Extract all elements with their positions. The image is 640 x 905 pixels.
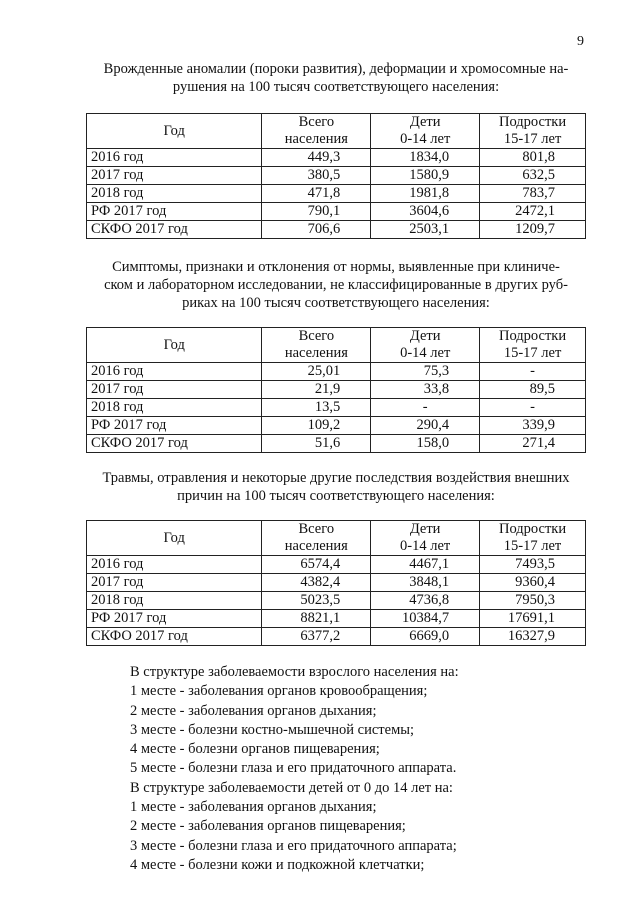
header-children-line2: 0-14 лет: [400, 538, 451, 554]
header-total: [262, 328, 371, 363]
caption-line: причин на 100 тысяч соответствующего населения:: [177, 488, 495, 504]
header-total-line1: Всего: [298, 114, 335, 130]
header-teens-line1: Подростки: [498, 114, 567, 130]
list-item: 3 месте - болезни костно-мышечной системы;: [130, 721, 415, 738]
cell-teens: 783,7: [480, 185, 586, 203]
header-children: [371, 521, 480, 556]
header-teens: [480, 114, 586, 149]
row-label: 2016 год: [87, 556, 262, 574]
header-teens-line2: 15-17 лет: [503, 131, 562, 147]
table-injuries: [86, 520, 586, 646]
header-teens-line1: Подростки: [498, 328, 567, 344]
section-caption-injuries: [86, 469, 586, 505]
list-item: В структуре заболеваемости детей от 0 до 14 лет на:: [130, 779, 453, 796]
header-year: Год: [87, 521, 262, 556]
header-total: [262, 114, 371, 149]
row-label: 2018 год: [87, 399, 262, 417]
cell-total: 380,5: [262, 167, 371, 185]
header-children: [371, 328, 480, 363]
table-anomalies: [86, 113, 586, 239]
table-row: [87, 221, 586, 239]
cell-teens: 17691,1: [480, 610, 586, 628]
list-item: 4 месте - болезни органов пищеварения;: [130, 741, 380, 758]
table-row: [87, 167, 586, 185]
section-caption-anomalies: [86, 60, 586, 96]
list-item: 1 месте - заболевания органов дыхания;: [130, 799, 377, 816]
cell-teens: -: [480, 363, 586, 381]
cell-children: 3604,6: [371, 203, 480, 221]
row-label: 2016 год: [87, 363, 262, 381]
table-row: [87, 556, 586, 574]
table-row: [87, 435, 586, 453]
caption-line: Симптомы, признаки и отклонения от нормы, выявленные при клиниче-: [112, 259, 560, 275]
header-year: Год: [87, 114, 262, 149]
cell-children: 75,3: [371, 363, 480, 381]
cell-total: 8821,1: [262, 610, 371, 628]
header-total-line2: населения: [284, 538, 348, 554]
header-children-line1: Дети: [409, 521, 441, 537]
cell-teens: -: [480, 399, 586, 417]
header-teens: [480, 521, 586, 556]
cell-total: 25,01: [262, 363, 371, 381]
cell-total: 6377,2: [262, 628, 371, 646]
cell-teens: 16327,9: [480, 628, 586, 646]
table-row: [87, 610, 586, 628]
cell-teens: 801,8: [480, 149, 586, 167]
cell-total: 471,8: [262, 185, 371, 203]
cell-children: 4467,1: [371, 556, 480, 574]
row-label: СКФО 2017 год: [87, 435, 262, 453]
list-item: 3 месте - болезни глаза и его придаточного аппарата;: [130, 837, 457, 854]
header-teens-line2: 15-17 лет: [503, 538, 562, 554]
table-header-row: [87, 521, 586, 556]
header-children: [371, 114, 480, 149]
page-number: 9: [577, 34, 584, 49]
row-label: СКФО 2017 год: [87, 221, 262, 239]
header-children-line2: 0-14 лет: [400, 131, 451, 147]
cell-total: 790,1: [262, 203, 371, 221]
caption-line: ском и лабораторном исследовании, не классифицированные в других руб-: [104, 277, 568, 293]
cell-children: -: [371, 399, 480, 417]
cell-children: 1580,9: [371, 167, 480, 185]
cell-children: 290,4: [371, 417, 480, 435]
cell-total: 449,3: [262, 149, 371, 167]
table-row: [87, 185, 586, 203]
cell-children: 1834,0: [371, 149, 480, 167]
caption-line: рушения на 100 тысяч соответствующего населения:: [172, 79, 500, 95]
header-teens-line1: Подростки: [498, 521, 567, 537]
header-children-line1: Дети: [409, 328, 441, 344]
table-header-row: [87, 328, 586, 363]
cell-total: 706,6: [262, 221, 371, 239]
header-total-line2: населения: [284, 345, 348, 361]
caption-line: риках на 100 тысяч соответствующего населения:: [182, 295, 490, 311]
row-label: 2017 год: [87, 381, 262, 399]
row-label: 2018 год: [87, 592, 262, 610]
cell-children: 6669,0: [371, 628, 480, 646]
cell-total: 109,2: [262, 417, 371, 435]
table-row: [87, 381, 586, 399]
header-total-line1: Всего: [298, 328, 335, 344]
table-symptoms: [86, 327, 586, 453]
caption-line: Врожденные аномалии (пороки развития), деформации и хромосомные на-: [103, 61, 569, 77]
morbidity-structure-list: [130, 663, 459, 875]
list-item: 1 месте - заболевания органов кровообращения;: [130, 683, 428, 700]
table-header-row: [87, 114, 586, 149]
cell-teens: 339,9: [480, 417, 586, 435]
list-item: 2 месте - заболевания органов пищеварения;: [130, 818, 406, 835]
table-row: [87, 417, 586, 435]
cell-teens: 9360,4: [480, 574, 586, 592]
row-label: 2017 год: [87, 167, 262, 185]
header-children-line1: Дети: [409, 114, 441, 130]
row-label: 2017 год: [87, 574, 262, 592]
table-row: [87, 363, 586, 381]
cell-total: 21,9: [262, 381, 371, 399]
table-row: [87, 574, 586, 592]
header-year: Год: [87, 328, 262, 363]
row-label: 2016 год: [87, 149, 262, 167]
cell-teens: 7493,5: [480, 556, 586, 574]
cell-teens: 2472,1: [480, 203, 586, 221]
table-row: [87, 399, 586, 417]
cell-teens: 271,4: [480, 435, 586, 453]
row-label: РФ 2017 год: [87, 203, 262, 221]
table-row: [87, 628, 586, 646]
cell-children: 10384,7: [371, 610, 480, 628]
cell-teens: 632,5: [480, 167, 586, 185]
table-row: [87, 149, 586, 167]
header-total: [262, 521, 371, 556]
row-label: СКФО 2017 год: [87, 628, 262, 646]
cell-total: 6574,4: [262, 556, 371, 574]
cell-teens: 7950,3: [480, 592, 586, 610]
list-item: 5 месте - болезни глаза и его придаточного аппарата.: [130, 760, 457, 777]
header-total-line2: населения: [284, 131, 348, 147]
cell-total: 5023,5: [262, 592, 371, 610]
list-item: 4 месте - болезни кожи и подкожной клетчатки;: [130, 856, 425, 873]
cell-children: 1981,8: [371, 185, 480, 203]
table-row: [87, 592, 586, 610]
cell-total: 51,6: [262, 435, 371, 453]
header-total-line1: Всего: [298, 521, 335, 537]
cell-teens: 89,5: [480, 381, 586, 399]
header-children-line2: 0-14 лет: [400, 345, 451, 361]
row-label: 2018 год: [87, 185, 262, 203]
row-label: РФ 2017 год: [87, 417, 262, 435]
cell-teens: 1209,7: [480, 221, 586, 239]
header-teens: [480, 328, 586, 363]
cell-total: 4382,4: [262, 574, 371, 592]
cell-children: 33,8: [371, 381, 480, 399]
cell-total: 13,5: [262, 399, 371, 417]
cell-children: 2503,1: [371, 221, 480, 239]
cell-children: 4736,8: [371, 592, 480, 610]
list-item: 2 месте - заболевания органов дыхания;: [130, 702, 377, 719]
table-row: [87, 203, 586, 221]
caption-line: Травмы, отравления и некоторые другие последствия воздействия внешних: [102, 470, 570, 486]
row-label: РФ 2017 год: [87, 610, 262, 628]
header-teens-line2: 15-17 лет: [503, 345, 562, 361]
list-item: В структуре заболеваемости взрослого населения на:: [130, 664, 459, 680]
section-caption-symptoms: [86, 258, 586, 312]
cell-children: 3848,1: [371, 574, 480, 592]
cell-children: 158,0: [371, 435, 480, 453]
